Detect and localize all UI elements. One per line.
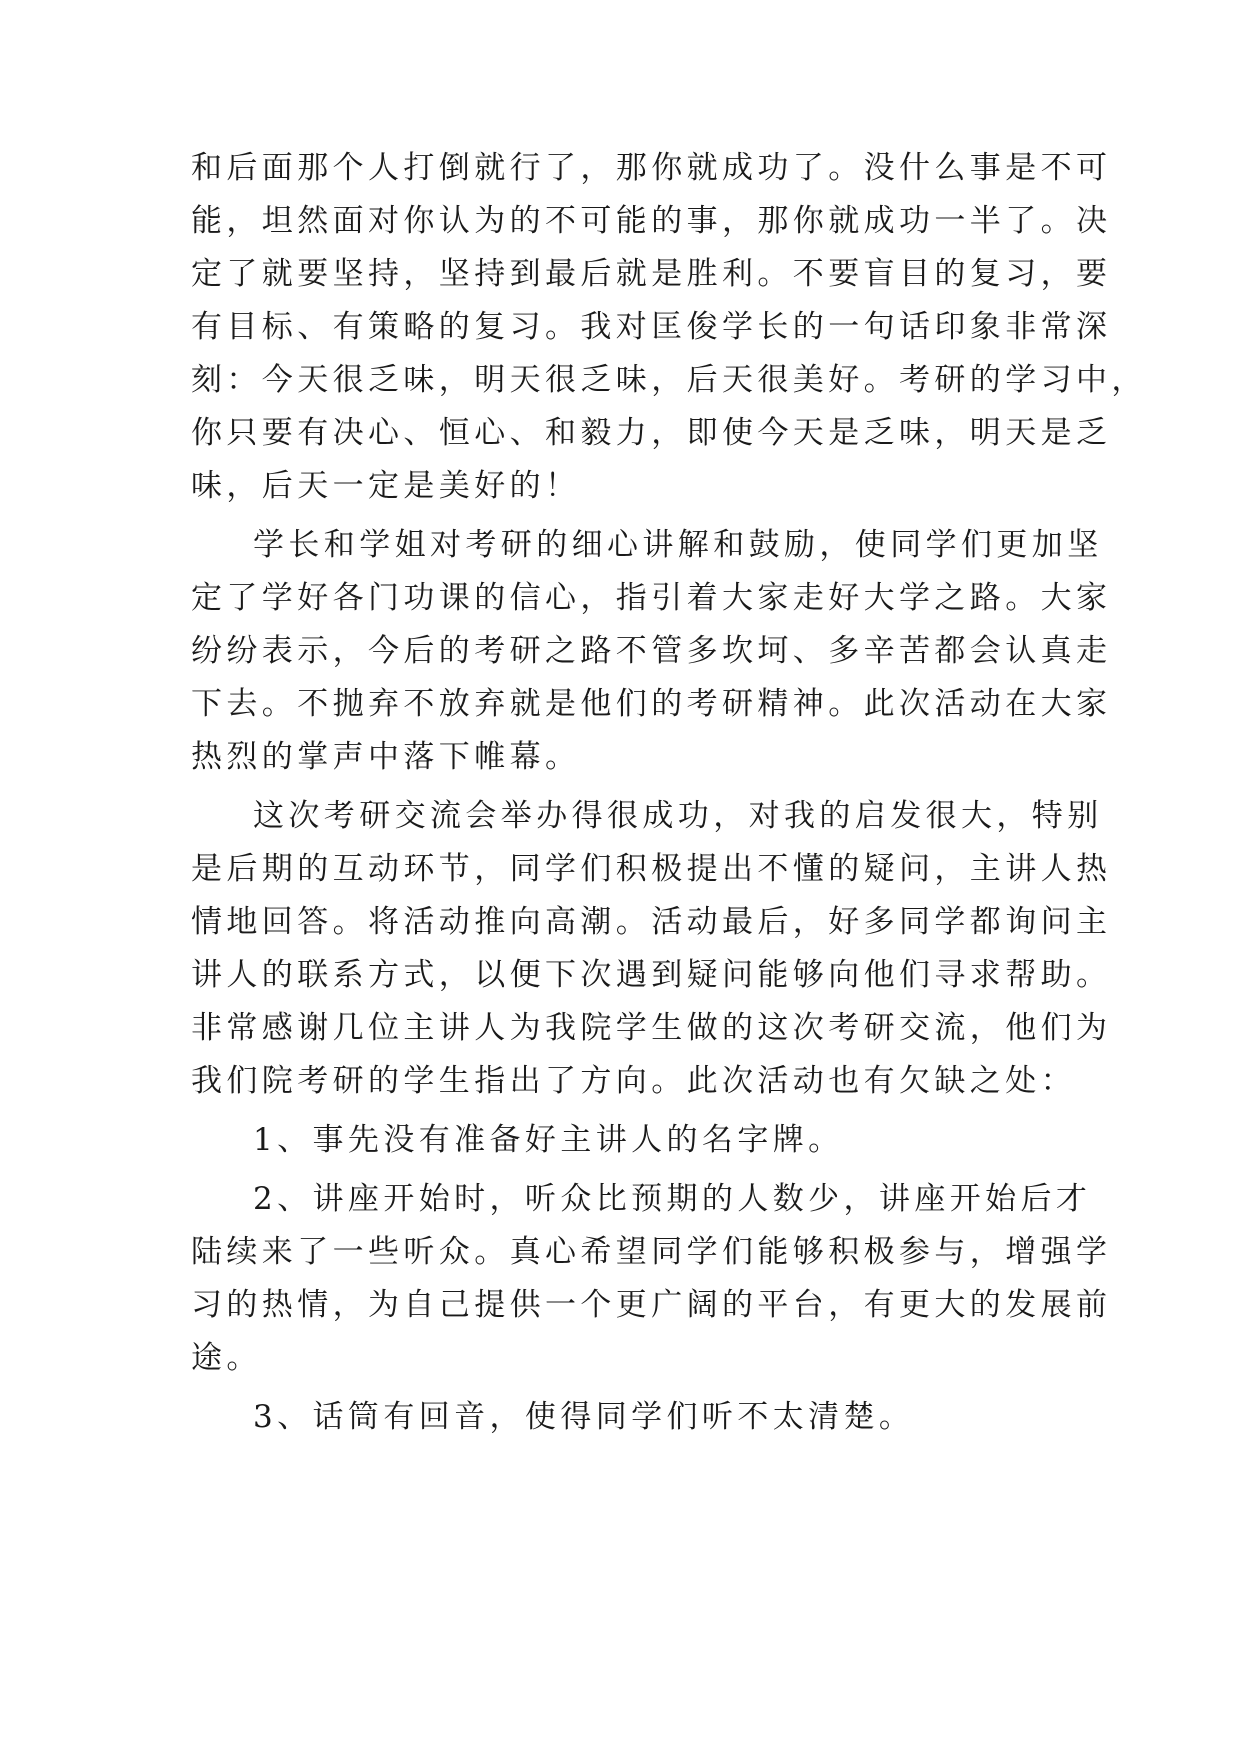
paragraph-4-line-1: 1、事先没有准备好主讲人的名字牌。 xyxy=(253,1122,844,1158)
paragraph-3-line-1: 这次考研交流会举办得很成功，对我的启发很大，特别 xyxy=(253,798,1103,834)
paragraph-1-line-3: 定了就要坚持，坚持到最后就是胜利。不要盲目的复习，要 xyxy=(191,256,1112,292)
paragraph-1-line-6: 你只要有决心、恒心、和毅力，即使今天是乏味，明天是乏 xyxy=(191,415,1112,451)
paragraph-2-line-1: 学长和学姐对考研的细心讲解和鼓励，使同学们更加坚 xyxy=(253,527,1103,563)
paragraph-2-line-3: 纷纷表示，今后的考研之路不管多坎坷、多辛苦都会认真走 xyxy=(191,633,1112,669)
paragraph-1-line-2: 能，坦然面对你认为的不可能的事，那你就成功一半了。决 xyxy=(191,203,1112,239)
paragraph-6-line-1: 3、话筒有回音，使得同学们听不太清楚。 xyxy=(253,1399,915,1435)
paragraph-1-line-4: 有目标、有策略的复习。我对匡俊学长的一句话印象非常深 xyxy=(191,309,1112,345)
paragraph-3-line-5: 非常感谢几位主讲人为我院学生做的这次考研交流，他们为 xyxy=(191,1010,1112,1046)
paragraph-3-line-6: 我们院考研的学生指出了方向。此次活动也有欠缺之处： xyxy=(191,1063,1076,1099)
paragraph-1-line-1: 和后面那个人打倒就行了，那你就成功了。没什么事是不可 xyxy=(191,150,1112,186)
paragraph-2-line-5: 热烈的掌声中落下帷幕。 xyxy=(191,739,581,775)
paragraph-3-line-4: 讲人的联系方式，以便下次遇到疑问能够向他们寻求帮助。 xyxy=(191,957,1112,993)
paragraph-2-line-2: 定了学好各门功课的信心，指引着大家走好大学之路。大家 xyxy=(191,580,1112,616)
paragraph-3-line-2: 是后期的互动环节，同学们积极提出不懂的疑问，主讲人热 xyxy=(191,851,1112,887)
paragraph-5-line-4: 途。 xyxy=(191,1340,262,1376)
paragraph-5-line-3: 习的热情，为自己提供一个更广阔的平台，有更大的发展前 xyxy=(191,1287,1112,1323)
paragraph-1-line-7: 味，后天一定是美好的！ xyxy=(191,468,581,504)
paragraph-3-line-3: 情地回答。将活动推向高潮。活动最后，好多同学都询问主 xyxy=(191,904,1112,940)
paragraph-2-line-4: 下去。不抛弃不放弃就是他们的考研精神。此次活动在大家 xyxy=(191,686,1112,722)
paragraph-5-line-1: 2、讲座开始时，听众比预期的人数少，讲座开始后才 xyxy=(253,1181,1092,1217)
paragraph-5-line-2: 陆续来了一些听众。真心希望同学们能够积极参与，增强学 xyxy=(191,1234,1112,1270)
paragraph-1-line-5: 刻：今天很乏味，明天很乏味，后天很美好。考研的学习中， xyxy=(191,362,1147,398)
